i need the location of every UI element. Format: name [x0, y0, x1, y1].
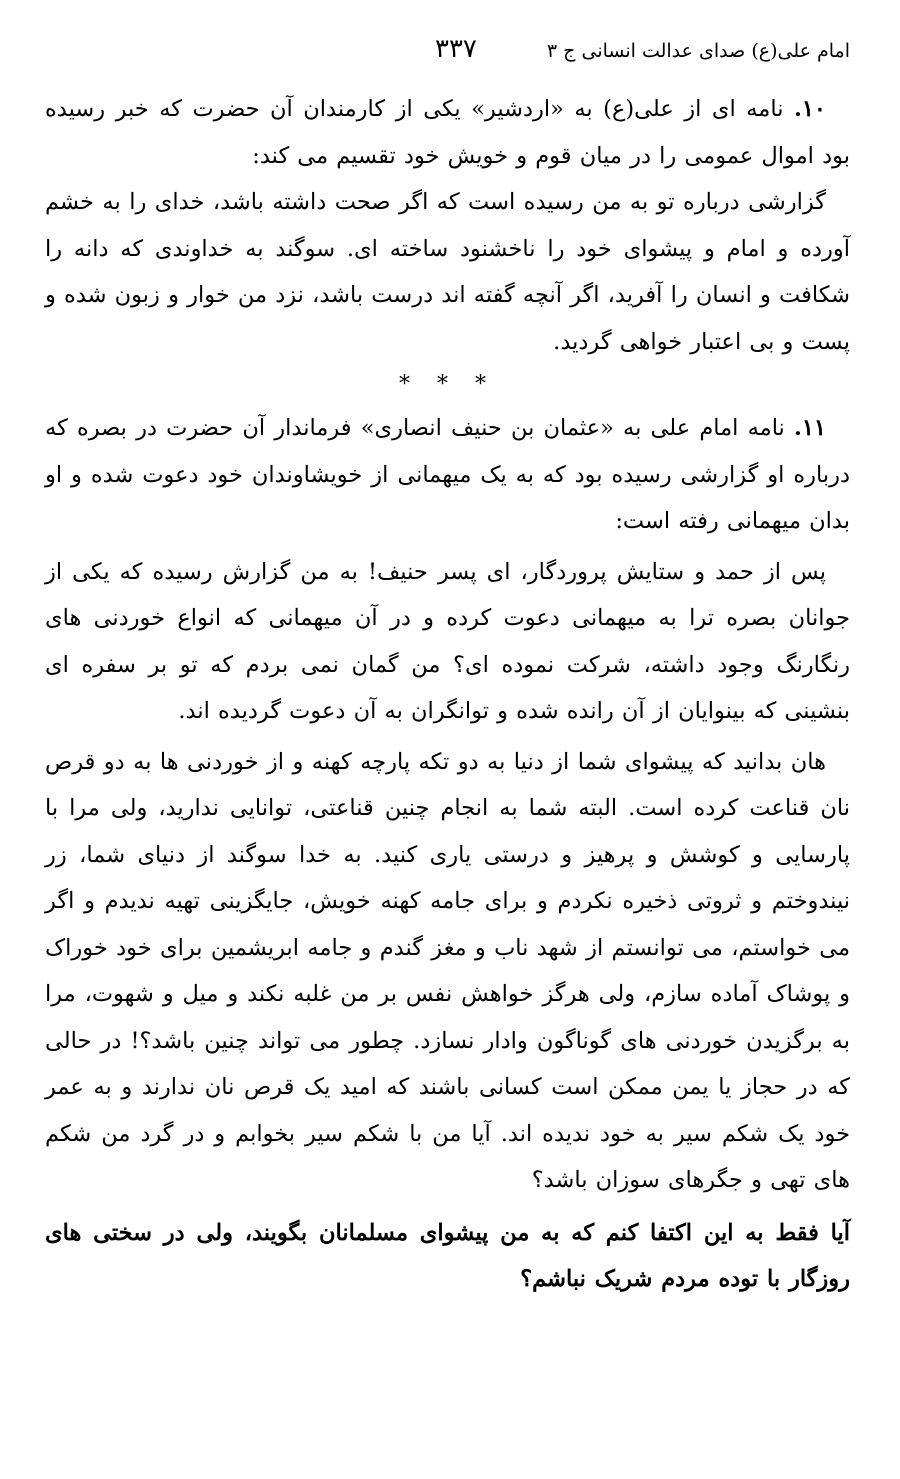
letter-11-body-1: پس از حمد و ستایش پروردگار، ای پسر حنیف! به من گزارش رسیده که یکی از جوانان بصره ترا به میهمانی دعوت کرده و در آن میهمانی که انواع خوردنی های رنگارنگ وجود داشته، شرکت نموده ای؟ من گمان نمی بردم که تو بر سفره ای بنشینی که بینوایان از آن رانده شده و توانگران به آن دعوت گردیده اند.: [45, 558, 850, 724]
running-title: امام علی(ع) صدای عدالت انسانی ج ۳: [546, 40, 850, 62]
letter-11-intro-text: نامه امام علی به «عثمان بن حنیف انصاری» فرماندار آن حضرت در بصره که درباره او گزارشی رسیده بود که به یک میهمانی از خویشاوندان خود دعوت شده و او بدان میهمانی رفته است:: [45, 415, 850, 534]
letter-10-intro: [45, 86, 850, 179]
page-header: [40, 34, 850, 74]
letter-11-intro: [45, 405, 850, 545]
letter-11-number: ۱۱.: [793, 415, 826, 441]
letter-10-body: گزارشی درباره تو به من رسیده است که اگر صحت داشته باشد، خدای را به خشم آورده و امام و پیشوای خود را ناخشنود ساخته ای. سوگند به خداوندی که دانه را شکافت و انسان را آفرید، اگر آنچه گفته اند درست باشد، نزد من خوار و زبون شده و پست و بی اعتبار خواهی گردید.: [45, 189, 850, 355]
section-separator: * * *: [399, 372, 496, 397]
page-number: ۳۳۷: [435, 34, 477, 64]
letter-10-number: ۱۰.: [793, 96, 826, 122]
page-body: [45, 86, 850, 1303]
letter-11-closing: آیا فقط به این اکتفا کنم که به من پیشوای مسلمانان بگویند، ولی در سختی های روزگار با توده مردم شریک نباشم؟: [45, 1219, 850, 1292]
letter-10-intro-text: نامه ای از علی(ع) به «اردشیر» یکی از کارمندان آن حضرت که خبر رسیده بود اموال عمومی را در میان قوم و خویش خود تقسیم می کند:: [45, 96, 850, 169]
letter-11-body-2: هان بدانید که پیشوای شما از دنیا به دو تکه پارچه کهنه و از خوردنی ها به دو قرص نان قناعت کرده است. البته شما به انجام چنین قناعتی، توانایی ندارید، ولی مرا با پارسایی و کوشش و پرهیز و درستی یاری کنید. به خدا سوگند از دنیای شما، زر نیندوختم و ثروتی ذخیره نکردم و برای جامه کهنه خویش، جایگزینی تهیه ندیدم و اگر می خواستم، می توانستم از شهد ناب و مغز گندم و جامه ابریشمین برای خود خوراک و پوشاک آماده سازم، ولی هرگز خواهش نفس بر من غلبه نکند و میل و شهوت، مرا به برگزیدن خوردنی های گوناگون وادار نسازد. چطور می تواند چنین باشد؟! در حالی که در حجاز یا یمن ممکن است کسانی باشند که امید یک قرص نان ندارند و به عمر خود یک شکم سیر به خود ندیده اند. آیا من با شکم سیر بخوابم و در گرد من شکم های تهی و جگرهای سوزان باشد؟: [45, 748, 850, 1193]
